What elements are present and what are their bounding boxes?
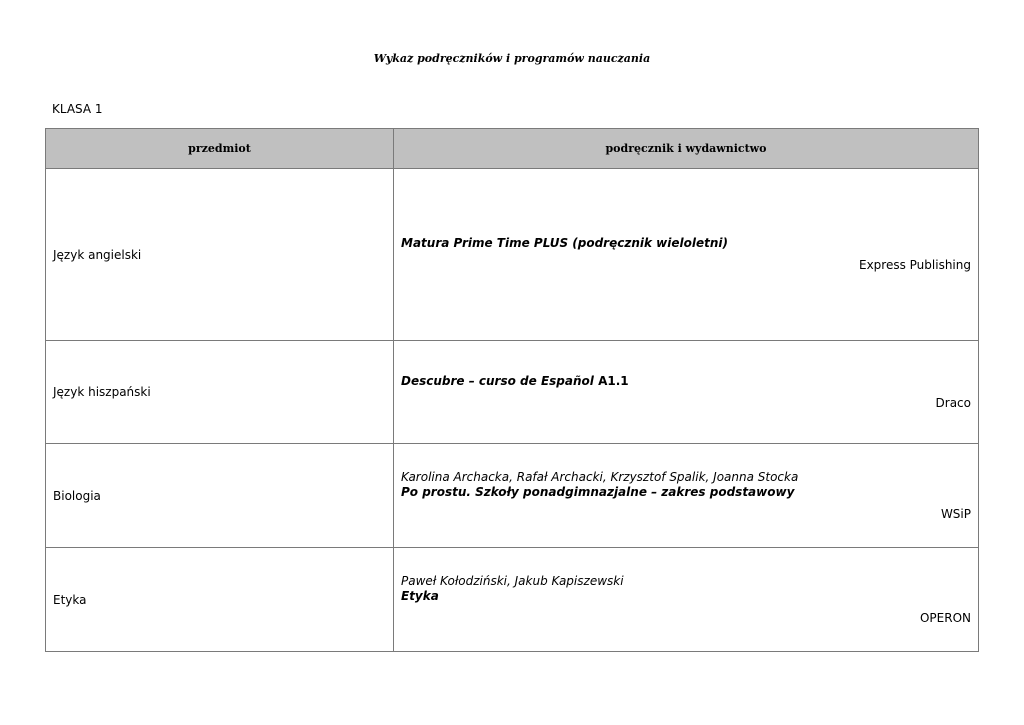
book-cell bbox=[394, 444, 979, 548]
book-cell bbox=[394, 548, 979, 652]
subject-cell: Etyka bbox=[46, 548, 394, 652]
textbook-table bbox=[45, 128, 979, 652]
book-title: Po prostu. Szkoły ponadgimnazjalne – zakres podstawowy bbox=[401, 484, 795, 499]
book-cell bbox=[394, 169, 979, 341]
publisher: WSiP bbox=[940, 506, 971, 521]
publisher: Express Publishing bbox=[858, 258, 971, 272]
book-title-line bbox=[401, 374, 971, 389]
book-title: Matura Prime Time PLUS (podręcznik wieloletni) bbox=[401, 236, 728, 250]
publisher: OPERON bbox=[919, 610, 971, 625]
table-header-row bbox=[46, 129, 979, 169]
book-title: Descubre – curso de Español bbox=[401, 373, 594, 388]
publisher: Draco bbox=[935, 395, 971, 410]
table-row bbox=[46, 444, 979, 548]
subject-cell: Język angielski bbox=[46, 169, 394, 341]
table-row bbox=[46, 548, 979, 652]
subject-cell: Język hiszpański bbox=[46, 341, 394, 444]
table-row bbox=[46, 341, 979, 444]
header-subject: przedmiot bbox=[46, 129, 394, 169]
book-title: Etyka bbox=[401, 588, 439, 603]
book-cell bbox=[394, 341, 979, 444]
document-title: Wykaz podręczników i programów nauczania bbox=[373, 52, 651, 65]
table-row bbox=[46, 169, 979, 341]
book-authors: Paweł Kołodziński, Jakub Kapiszewski bbox=[401, 573, 624, 588]
book-authors: Karolina Archacka, Rafał Archacki, Krzysztof Spalik, Joanna Stocka bbox=[401, 469, 799, 484]
book-level: A1.1 bbox=[598, 373, 629, 388]
subject-cell: Biologia bbox=[46, 444, 394, 548]
header-book: podręcznik i wydawnictwo bbox=[394, 129, 979, 169]
class-label: KLASA 1 bbox=[52, 102, 103, 116]
